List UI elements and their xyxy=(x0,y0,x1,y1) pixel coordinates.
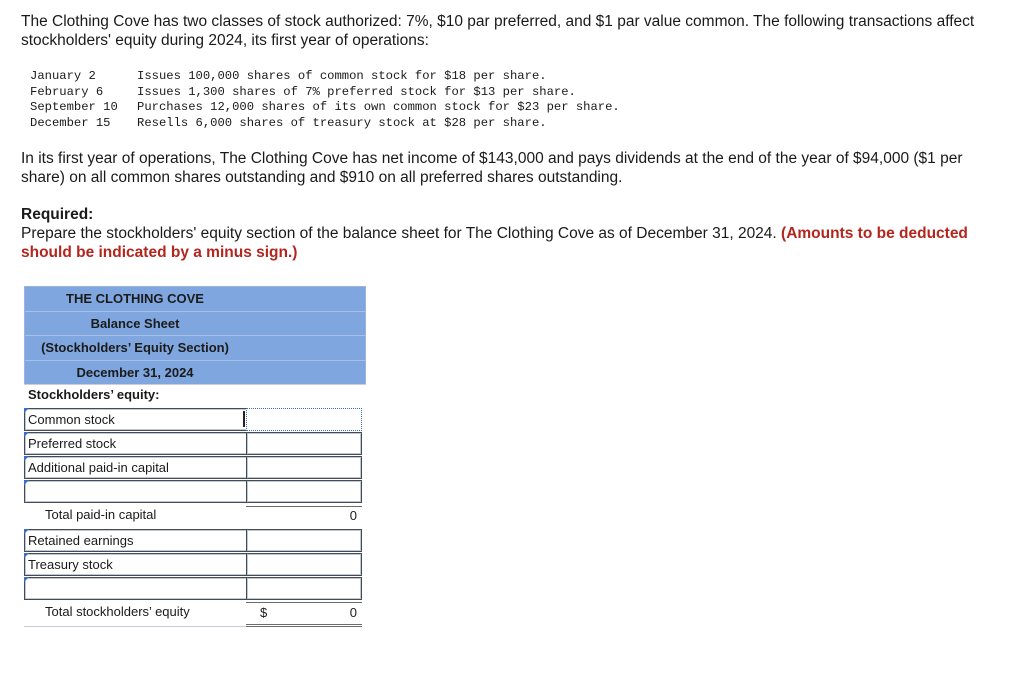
row-preferred-stock xyxy=(24,432,366,456)
apic-amount-input[interactable] xyxy=(246,456,362,479)
transaction-row xyxy=(30,85,620,101)
problem-intro: The Clothing Cove has two classes of stock authorized: 7%, $10 par preferred, and $1 par value common. The following transactions affect stockholders' equity during 2024, its first year of operations: xyxy=(21,13,975,49)
row-common-stock xyxy=(24,408,366,432)
statement-date: December 31, 2024 xyxy=(76,364,194,380)
preferred-stock-label-input[interactable]: Preferred stock xyxy=(24,432,248,455)
transaction-desc: Resells 6,000 shares of treasury stock at $28 per share. xyxy=(137,116,547,131)
treasury-stock-label-input[interactable]: Treasury stock xyxy=(24,553,248,576)
row-additional-paid-in-capital xyxy=(24,456,366,480)
text-cursor xyxy=(243,411,245,427)
dropdown-marker-icon xyxy=(24,432,29,437)
transaction-date: February 6 xyxy=(30,84,104,99)
row-treasury-stock xyxy=(24,553,366,577)
transaction-row xyxy=(30,116,620,132)
transaction-date: December 15 xyxy=(30,116,111,131)
required-heading: Required: xyxy=(21,206,94,223)
total-equity-cell xyxy=(246,601,362,624)
dropdown-marker-icon xyxy=(24,553,29,558)
problem-info: In its first year of operations, The Clothing Cove has net income of $143,000 and pays dividends at the end of the year of $94,000 ($1 per share) on all common shares outstanding and $910 on all preferred shares outstanding. xyxy=(21,150,963,186)
required-text xyxy=(21,224,1006,262)
transactions-list xyxy=(30,69,620,132)
section-row xyxy=(24,384,366,408)
statement-title: Balance Sheet xyxy=(25,312,365,337)
row-retained-earnings xyxy=(24,529,366,553)
balance-sheet xyxy=(24,286,366,620)
common-stock-amount-input[interactable] xyxy=(246,408,362,431)
statement-section: (Stockholders’ Equity Section) xyxy=(25,336,365,361)
total-paid-in-capital-cell xyxy=(246,504,362,527)
section-label: Stockholders’ equity: xyxy=(28,387,160,402)
currency-symbol: $ xyxy=(260,605,268,620)
blank-label-input[interactable] xyxy=(24,480,248,503)
transaction-row xyxy=(30,100,620,116)
required-note: (Amounts to be deducted should be indicated by a minus sign.) xyxy=(21,225,968,261)
apic-label-input[interactable]: Additional paid-in capital xyxy=(24,456,248,479)
row-blank-1 xyxy=(24,480,366,504)
dropdown-marker-icon xyxy=(24,408,29,413)
row-blank-2 xyxy=(24,577,366,601)
row-total-stockholders-equity xyxy=(24,601,366,625)
transaction-desc: Issues 1,300 shares of 7% preferred stock for $13 per share. xyxy=(137,84,576,99)
required-instruction: Prepare the stockholders' equity section of the balance sheet for The Clothing Cove as of December 31, 2024. xyxy=(21,225,777,242)
row-total-paid-in-capital xyxy=(24,504,366,528)
dropdown-marker-icon xyxy=(24,577,29,582)
dropdown-marker-icon xyxy=(24,529,29,534)
blank-amount-input-2[interactable] xyxy=(246,577,362,600)
transaction-row xyxy=(30,69,620,85)
transaction-date: January 2 xyxy=(30,69,96,83)
total-paid-in-capital-value: 0 xyxy=(349,508,357,523)
company-name: THE CLOTHING COVE xyxy=(25,287,365,312)
retained-earnings-amount-input[interactable] xyxy=(246,529,362,552)
total-equity-label: Total stockholders’ equity xyxy=(45,604,190,619)
blank-label-input-2[interactable] xyxy=(24,577,248,600)
total-equity-value: 0 xyxy=(349,605,357,620)
transaction-desc: Issues 100,000 shares of common stock for $18 per share. xyxy=(137,69,547,83)
retained-earnings-label-input[interactable]: Retained earnings xyxy=(24,529,248,552)
transaction-desc: Purchases 12,000 shares of its own common stock for $23 per share. xyxy=(137,100,620,115)
dropdown-marker-icon xyxy=(24,480,29,485)
common-stock-label-input[interactable]: Common stock xyxy=(24,408,248,431)
dropdown-marker-icon xyxy=(24,456,29,461)
treasury-stock-amount-input[interactable] xyxy=(246,553,362,576)
blank-amount-input[interactable] xyxy=(246,480,362,503)
preferred-stock-amount-input[interactable] xyxy=(246,432,362,455)
balance-sheet-header xyxy=(24,286,366,385)
transaction-date: September 10 xyxy=(30,100,118,115)
total-paid-in-capital-label: Total paid-in capital xyxy=(45,507,157,522)
